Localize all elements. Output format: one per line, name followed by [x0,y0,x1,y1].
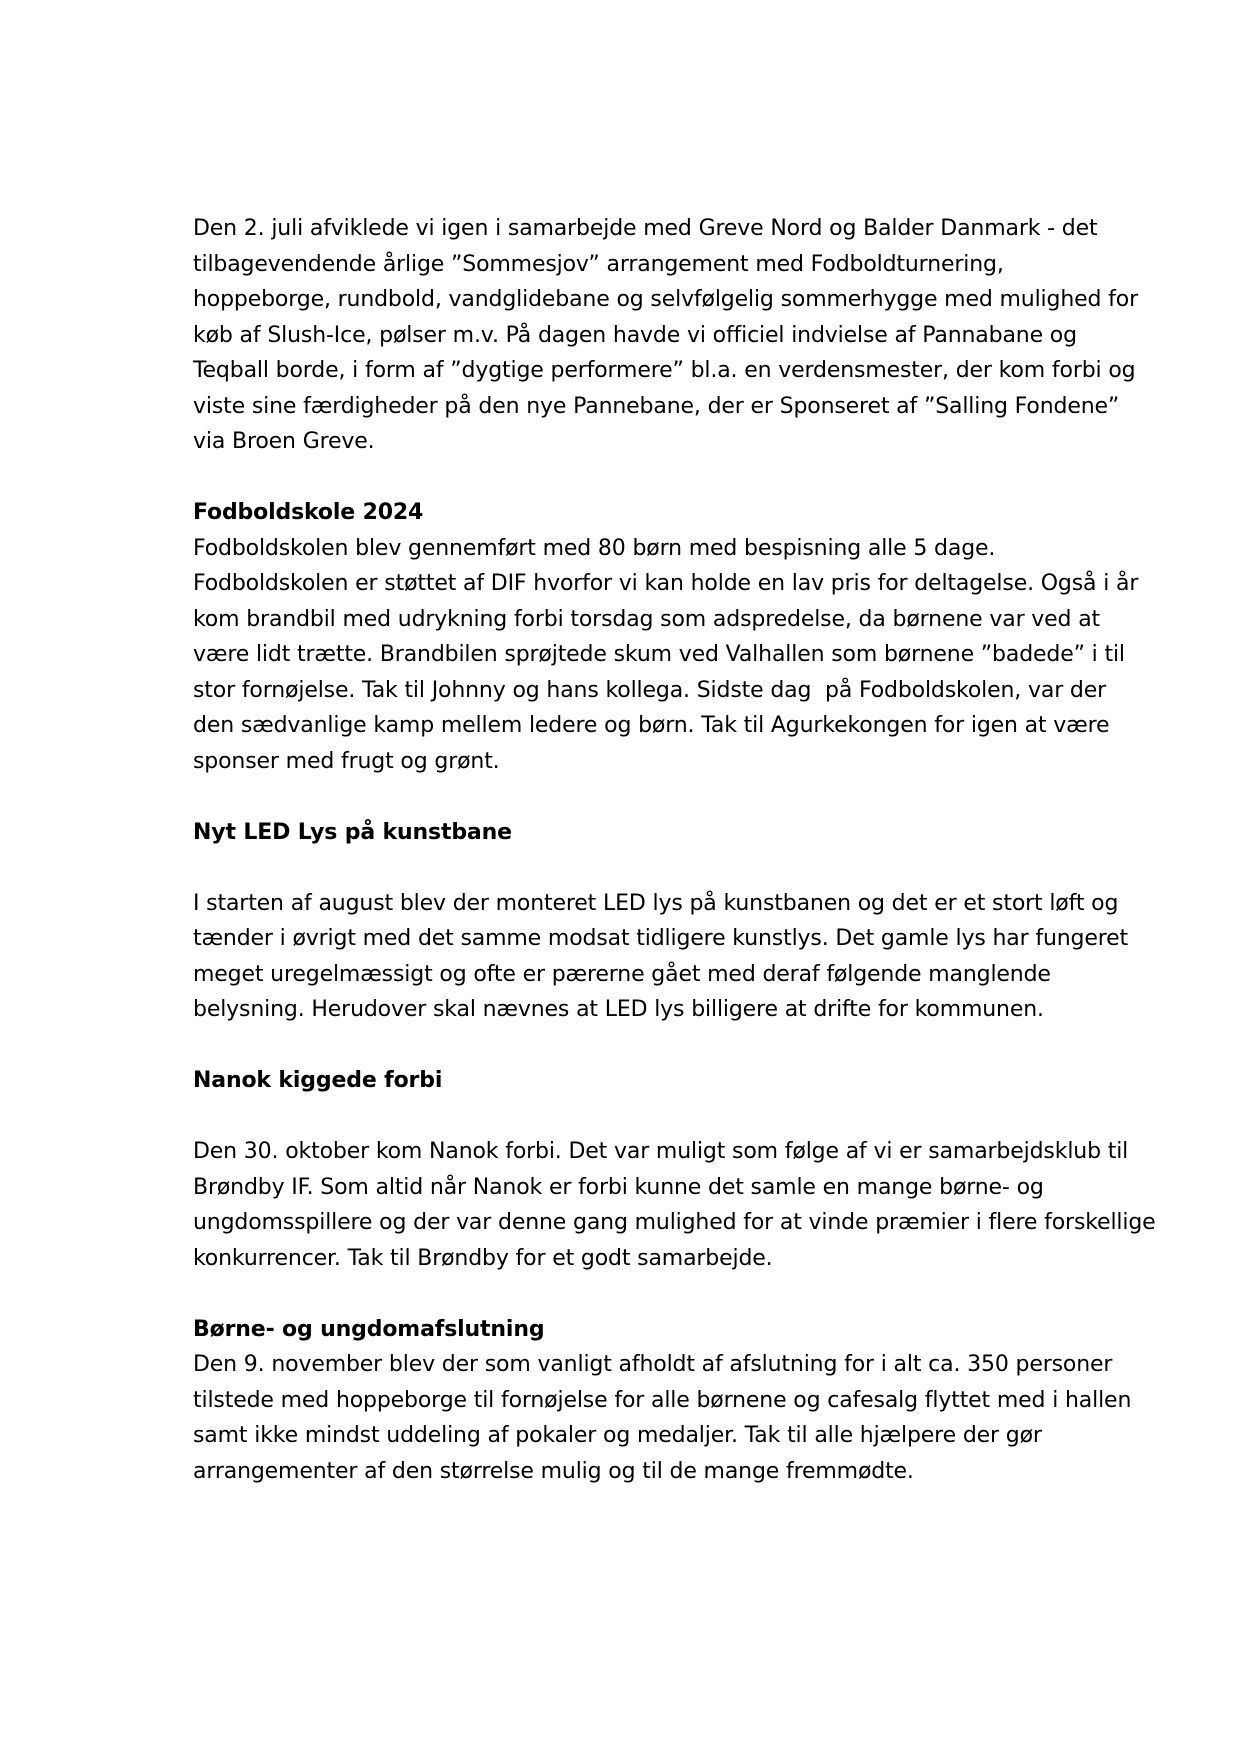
paragraph-line: I starten af august blev der monteret LED lys på kunstbanen og det er et stort løft og [193,890,1119,916]
section-heading: Børne- og ungdomafslutning [193,1316,545,1342]
paragraph-line: den sædvanlige kamp mellem ledere og børn. Tak til Agurkekongen for igen at være [193,713,1110,738]
paragraph-spacer [193,460,1133,496]
paragraph-line: tilstede med hoppeborge til fornøjelse for alle børnene og cafesalg flyttet med i hallen [193,1387,1132,1413]
section-heading: Nyt LED Lys på kunstbane [193,819,512,845]
section-led-lys [193,815,1133,1028]
paragraph-spacer [193,1099,1133,1135]
paragraph-line: meget uregelmæssigt og ofte er pærerne gået med deraf følgende manglende [193,961,1051,987]
section-heading: Fodboldskole 2024 [193,500,424,525]
intro-paragraph [193,211,1138,460]
paragraph-spacer [193,850,1133,886]
paragraph-line: kom brandbil med udrykning forbi torsdag som adspredelse, da børnene var ved at [193,606,1101,632]
paragraph-line: Den 9. november blev der som vanligt afholdt af afslutning for i alt ca. 350 personer [193,1352,1113,1377]
paragraph-line: ungdomsspillere og der var denne gang mulighed for at vinde præmier i flere forskellige [193,1210,1156,1235]
paragraph-line: køb af Slush-Ice, pølser m.v. På dagen havde vi officiel indvielse af Pannabane og [193,322,1077,348]
section-afslutning [193,1312,1133,1490]
paragraph-line: viste sine færdigheder på den nye Pannebane, der er Sponseret af ”Salling Fondene” [193,393,1120,419]
paragraph-line: samt ikke mindst uddeling af pokaler og medaljer. Tak til alle hjælpere der gør [193,1423,1042,1448]
section-fodboldskole [193,495,1139,779]
paragraph-line: arrangementer af den størrelse mulig og til de mange fremmødte. [193,1458,914,1484]
paragraph-line: konkurrencer. Tak til Brøndby for et godt samarbejde. [193,1245,773,1271]
paragraph-line: Den 2. juli afviklede vi igen i samarbejde med Greve Nord og Balder Danmark - det [193,216,1098,241]
paragraph-line: Teqball borde, i form af ”dygtige performere” bl.a. en verdensmester, der kom forbi og [193,358,1136,383]
paragraph-line: hoppeborge, rundbold, vandglidebane og selvfølgelig sommerhygge med mulighed for [193,287,1138,312]
paragraph-line: Brøndby IF. Som altid når Nanok er forbi kunne det samle en mange børne- og [193,1174,1044,1200]
paragraph-line: Fodboldskolen er støttet af DIF hvorfor vi kan holde en lav pris for deltagelse. Også i år [193,571,1139,596]
paragraph-line: være lidt trætte. Brandbilen sprøjtede skum ved Valhallen som børnene ”badede” i til [193,642,1125,667]
paragraph-line: sponser med frugt og grønt. [193,748,500,774]
paragraph-spacer [193,1028,1133,1064]
paragraph-line: via Broen Greve. [193,429,375,454]
paragraph-line: tilbagevendende årlige ”Sommesjov” arrangement med Fodboldturnering, [193,251,1004,277]
section-heading: Nanok kiggede forbi [193,1068,443,1093]
paragraph-spacer [193,779,1133,815]
paragraph-line: Den 30. oktober kom Nanok forbi. Det var muligt som følge af vi er samarbejdsklub til [193,1139,1129,1164]
paragraph-line: stor fornøjelse. Tak til Johnny og hans kollega. Sidste dag på Fodboldskolen, var der [193,677,1107,703]
paragraph-spacer [193,1276,1133,1312]
document-body [193,211,1156,1489]
section-nanok [193,1063,1156,1276]
paragraph-line: Fodboldskolen blev gennemført med 80 børn med bespisning alle 5 dage. [193,535,996,561]
paragraph-line: tænder i øvrigt med det samme modsat tidligere kunstlys. Det gamle lys har fungeret [193,926,1129,951]
paragraph-line: belysning. Herudover skal nævnes at LED lys billigere at drifte for kommunen. [193,997,1044,1022]
